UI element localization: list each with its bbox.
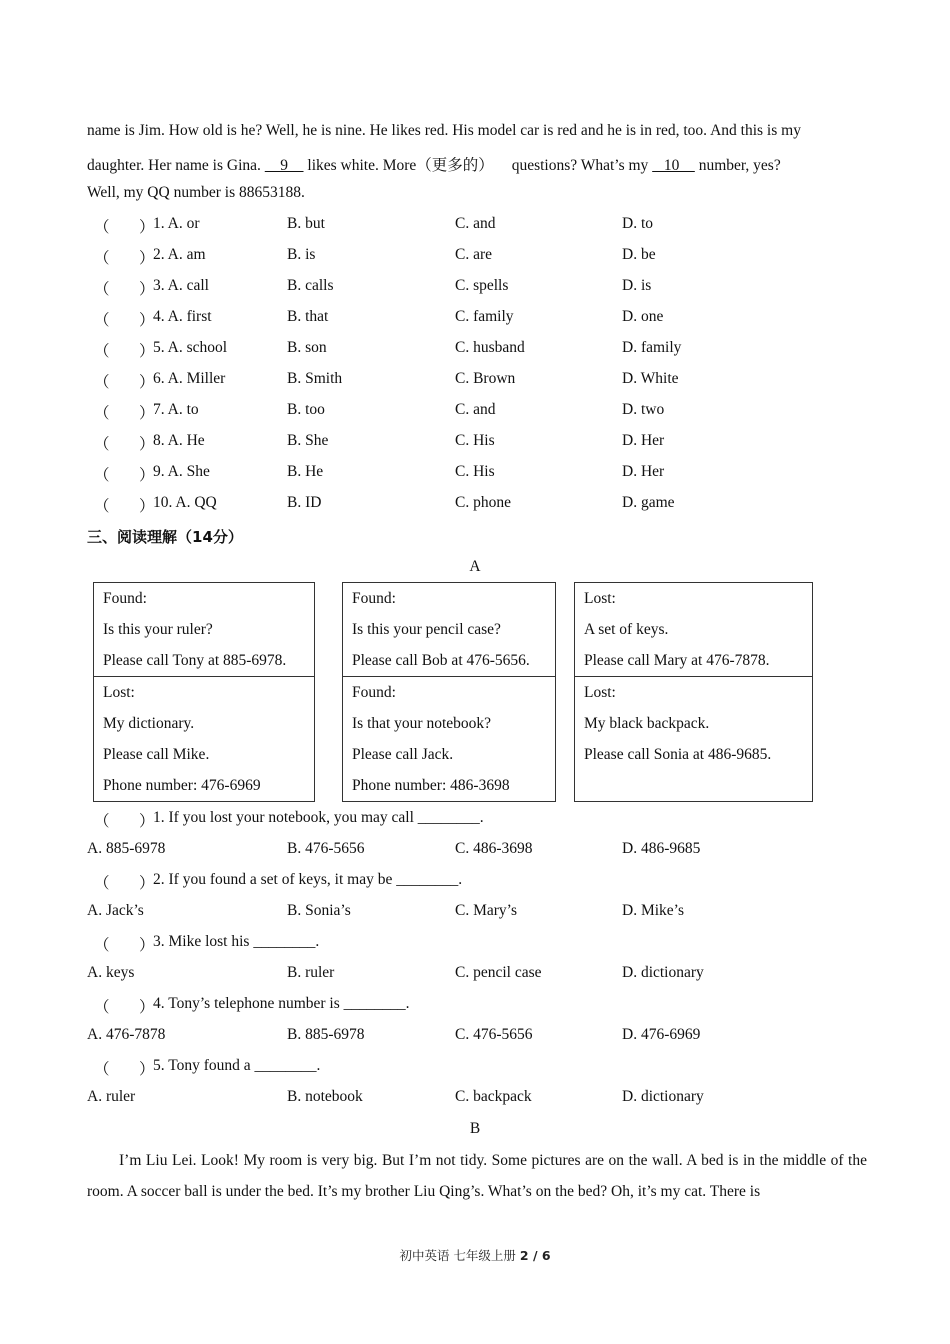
option-d: D. Her — [622, 432, 665, 449]
passage-b-text: I’m Liu Lei. Look! My room is very big. But I’m not tidy. Some pictures are on the wall. A bed is in the middle of the room. A soccer ball is under the bed. It’s my brother Liu Qing’s. What’s on the bed? Oh, it’s my cat. There is — [87, 1152, 867, 1200]
answer-paren-open: （ — [94, 312, 110, 329]
option-b: B. son — [287, 339, 327, 356]
notice-type: Lost: — [584, 590, 616, 607]
notice-box — [93, 676, 315, 802]
reading-question-options — [87, 1026, 867, 1050]
notice-box — [342, 676, 556, 802]
option-b: B. notebook — [287, 1088, 363, 1105]
question-text: 3. Mike lost his ________. — [153, 933, 320, 950]
option-a: 9. A. She — [153, 463, 210, 480]
cloze-question-row — [87, 277, 867, 301]
option-b: B. too — [287, 401, 325, 418]
option-a: A. 476-7878 — [87, 1026, 166, 1043]
notice-box — [574, 582, 813, 677]
question-text: 1. If you lost your notebook, you may call ________. — [153, 809, 484, 826]
cloze-question-row — [87, 370, 867, 394]
answer-paren-close: ） — [139, 250, 155, 267]
answer-paren-close: ） — [139, 343, 155, 360]
answer-paren-close: ） — [139, 999, 155, 1016]
notice-line: Phone number: 486-3698 — [352, 777, 510, 794]
option-d: D. White — [622, 370, 679, 387]
cloze-question-row — [87, 432, 867, 456]
option-c: C. family — [455, 308, 514, 325]
cloze-passage-line-2 — [87, 153, 781, 175]
notice-line: A set of keys. — [584, 621, 669, 638]
answer-paren-open: （ — [94, 937, 110, 954]
notice-type: Lost: — [103, 684, 135, 701]
answer-paren-close: ） — [139, 813, 155, 830]
reading-question-stem — [87, 809, 867, 833]
option-d: D. 476-6969 — [622, 1026, 701, 1043]
notice-type: Found: — [352, 590, 396, 607]
cloze-question-row — [87, 308, 867, 332]
answer-paren-close: ） — [139, 405, 155, 422]
blank-10: 10 — [652, 157, 695, 174]
option-a: A. keys — [87, 964, 135, 981]
notice-box — [574, 676, 813, 802]
reading-question-options — [87, 902, 867, 926]
option-a: 2. A. am — [153, 246, 206, 263]
notice-line: Please call Jack. — [352, 746, 454, 763]
reading-question-options — [87, 964, 867, 988]
option-d: D. game — [622, 494, 675, 511]
notice-line: My black backpack. — [584, 715, 710, 732]
option-b: B. Sonia’s — [287, 902, 351, 919]
answer-paren-close: ） — [139, 374, 155, 391]
option-b: B. ruler — [287, 964, 335, 981]
cloze-question-row — [87, 246, 867, 270]
option-b: B. 885-6978 — [287, 1026, 365, 1043]
notice-line: Is this your pencil case? — [352, 621, 501, 638]
notice-type: Found: — [352, 684, 396, 701]
notice-line: Is that your notebook? — [352, 715, 492, 732]
option-a: 4. A. first — [153, 308, 212, 325]
answer-paren-close: ） — [139, 875, 155, 892]
answer-paren-close: ） — [139, 467, 155, 484]
notice-type: Lost: — [584, 684, 616, 701]
option-b: B. but — [287, 215, 325, 232]
notice-line: Please call Mary at 476-7878. — [584, 652, 770, 669]
option-c: C. His — [455, 432, 495, 449]
notice-line: Phone number: 476-6969 — [103, 777, 261, 794]
option-b: B. He — [287, 463, 324, 480]
option-b: B. 476-5656 — [287, 840, 365, 857]
answer-paren-open: （ — [94, 343, 110, 360]
cloze-question-row — [87, 339, 867, 363]
option-b: B. Smith — [287, 370, 343, 387]
cloze-text: likes white. More（更多的） — [307, 157, 494, 174]
answer-paren-open: （ — [94, 281, 110, 298]
cloze-question-row — [87, 401, 867, 425]
answer-paren-open: （ — [94, 405, 110, 422]
option-d: D. Mike’s — [622, 902, 684, 919]
option-c: C. spells — [455, 277, 509, 294]
option-a: A. Jack’s — [87, 902, 144, 919]
answer-paren-open: （ — [94, 467, 110, 484]
answer-paren-open: （ — [94, 875, 110, 892]
reading-question-stem — [87, 995, 867, 1019]
option-a: A. 885-6978 — [87, 840, 166, 857]
option-c: C. and — [455, 401, 496, 418]
option-c: C. 486-3698 — [455, 840, 533, 857]
option-a: 7. A. to — [153, 401, 199, 418]
answer-paren-close: ） — [139, 1061, 155, 1078]
reading-question-options — [87, 840, 867, 864]
option-c: C. Mary’s — [455, 902, 517, 919]
notice-line: Please call Mike. — [103, 746, 210, 763]
option-d: D. one — [622, 308, 664, 325]
cloze-text: questions? What’s my — [511, 157, 649, 174]
section-heading: 三、阅读理解（14分） — [87, 528, 243, 546]
answer-paren-open: （ — [94, 1061, 110, 1078]
answer-paren-close: ） — [139, 436, 155, 453]
cloze-question-row — [87, 463, 867, 487]
answer-paren-open: （ — [94, 498, 110, 515]
option-c: C. His — [455, 463, 495, 480]
option-c: C. pencil case — [455, 964, 542, 981]
reading-question-stem — [87, 871, 867, 895]
option-d: D. to — [622, 215, 653, 232]
question-text: 4. Tony’s telephone number is ________. — [153, 995, 410, 1012]
reading-question-stem — [87, 933, 867, 957]
option-a: 8. A. He — [153, 432, 205, 449]
option-a: 1. A. or — [153, 215, 200, 232]
option-a: A. ruler — [87, 1088, 136, 1105]
answer-paren-close: ） — [139, 937, 155, 954]
passage-b-label: B — [469, 1120, 481, 1137]
option-b: B. calls — [287, 277, 334, 294]
blank-9: 9 — [264, 157, 304, 174]
option-c: C. Brown — [455, 370, 516, 387]
option-c: C. 476-5656 — [455, 1026, 533, 1043]
option-a: 10. A. QQ — [153, 494, 217, 511]
option-b: B. is — [287, 246, 316, 263]
option-c: C. and — [455, 215, 496, 232]
answer-paren-close: ） — [139, 219, 155, 236]
footer-text: 初中英语 七年级上册 — [399, 1248, 520, 1263]
notice-line: My dictionary. — [103, 715, 195, 732]
option-b: B. She — [287, 432, 329, 449]
answer-paren-close: ） — [139, 281, 155, 298]
option-a: 6. A. Miller — [153, 370, 226, 387]
option-d: D. is — [622, 277, 652, 294]
question-text: 5. Tony found a ________. — [153, 1057, 321, 1074]
notice-box — [342, 582, 556, 677]
option-d: D. dictionary — [622, 964, 704, 981]
answer-paren-open: （ — [94, 250, 110, 267]
reading-question-options — [87, 1088, 867, 1112]
cloze-text: daughter. Her name is Gina. — [87, 157, 261, 174]
page-number: 2 / 6 — [519, 1248, 551, 1263]
page-footer — [0, 1246, 950, 1264]
option-b: B. that — [287, 308, 329, 325]
notice-line: Please call Bob at 476-5656. — [352, 652, 530, 669]
option-d: D. 486-9685 — [622, 840, 701, 857]
cloze-passage-line-3: Well, my QQ number is 88653188. — [87, 184, 305, 201]
notice-line: Please call Tony at 885-6978. — [103, 652, 287, 669]
passage-a-label: A — [469, 558, 481, 575]
option-c: C. husband — [455, 339, 525, 356]
option-c: C. are — [455, 246, 493, 263]
option-d: D. family — [622, 339, 682, 356]
answer-paren-close: ） — [139, 312, 155, 329]
option-a: 3. A. call — [153, 277, 209, 294]
notice-type: Found: — [103, 590, 147, 607]
option-d: D. dictionary — [622, 1088, 704, 1105]
answer-paren-close: ） — [139, 498, 155, 515]
option-a: 5. A. school — [153, 339, 228, 356]
answer-paren-open: （ — [94, 374, 110, 391]
cloze-passage-line-1: name is Jim. How old is he? Well, he is nine. He likes red. His model car is red and he is in red, too. And this is my — [87, 122, 801, 139]
question-text: 2. If you found a set of keys, it may be ________. — [153, 871, 463, 888]
option-c: C. backpack — [455, 1088, 532, 1105]
answer-paren-open: （ — [94, 999, 110, 1016]
notice-line: Is this your ruler? — [103, 621, 213, 638]
answer-paren-open: （ — [94, 436, 110, 453]
option-c: C. phone — [455, 494, 511, 511]
option-b: B. ID — [287, 494, 322, 511]
option-d: D. Her — [622, 463, 665, 480]
option-d: D. two — [622, 401, 665, 418]
option-d: D. be — [622, 246, 656, 263]
cloze-question-row — [87, 494, 867, 518]
notice-box — [93, 582, 315, 677]
cloze-text: number, yes? — [698, 157, 781, 174]
answer-paren-open: （ — [94, 219, 110, 236]
answer-paren-open: （ — [94, 813, 110, 830]
reading-question-stem — [87, 1057, 867, 1081]
notice-line: Please call Sonia at 486-9685. — [584, 746, 772, 763]
cloze-question-row — [87, 215, 867, 239]
